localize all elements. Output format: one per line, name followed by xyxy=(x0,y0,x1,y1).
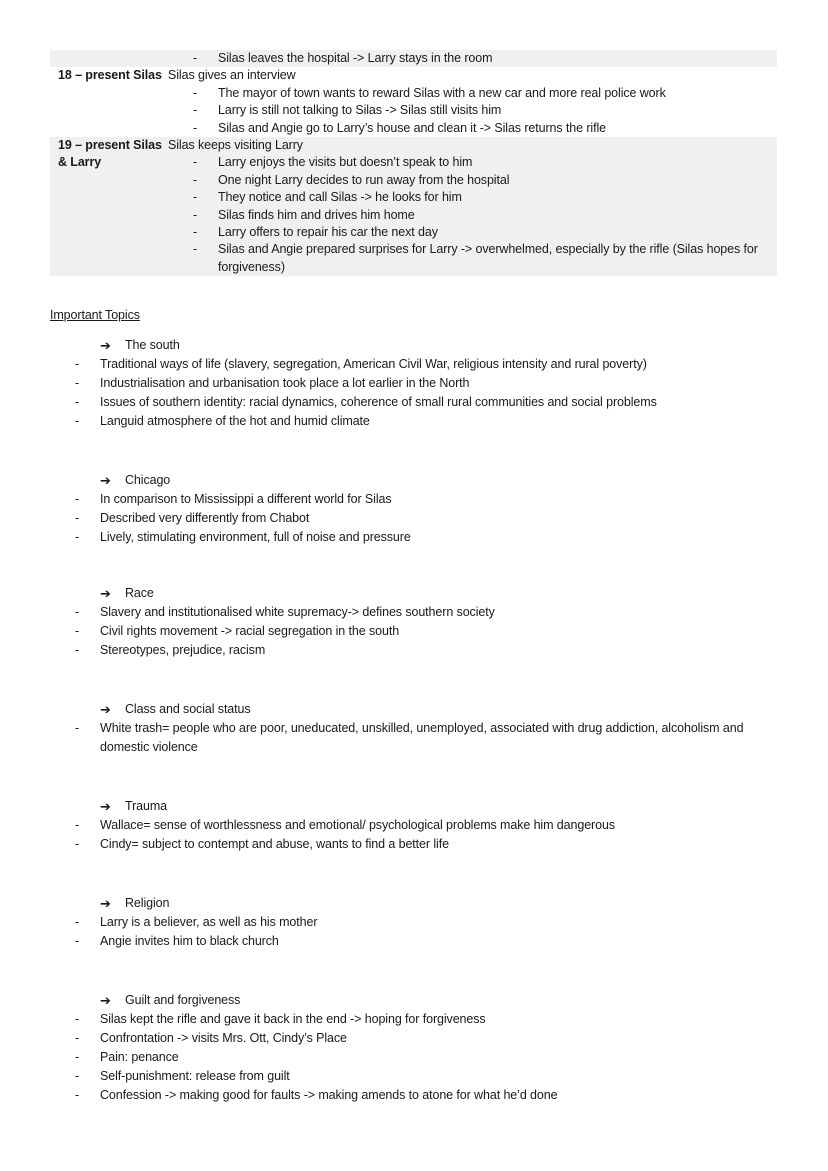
list-item: - Civil rights movement -> racial segregation in the south xyxy=(50,622,777,641)
topic-section xyxy=(50,471,777,547)
dash-marker: - xyxy=(75,1031,80,1045)
timeline-table xyxy=(50,50,777,276)
topic-section xyxy=(50,797,777,854)
dash-marker: - xyxy=(75,1088,80,1102)
arrow-right-icon: ➔ xyxy=(100,993,111,1008)
timeline-bullet: - Silas finds him and drives him home xyxy=(168,207,777,224)
timeline-row xyxy=(50,137,777,276)
list-item: - Self-punishment: release from guilt xyxy=(50,1067,777,1086)
timeline-bullet-list xyxy=(168,50,777,67)
dash-marker: - xyxy=(75,492,80,506)
arrow-right-icon: ➔ xyxy=(100,896,111,911)
timeline-bullet: - The mayor of town wants to reward Silas with a new car and more real police work xyxy=(168,85,777,102)
list-item: - Angie invites him to black church xyxy=(50,932,777,951)
list-item: - Confrontation -> visits Mrs. Ott, Cindy’s Place xyxy=(50,1029,777,1048)
arrow-right-icon: ➔ xyxy=(100,799,111,814)
dash-marker: - xyxy=(75,511,80,525)
dash-marker: - xyxy=(75,376,80,390)
list-item: - Silas kept the rifle and gave it back in the end -> hoping for forgiveness xyxy=(50,1010,777,1029)
timeline-row xyxy=(50,50,777,67)
timeline-bullet: - Larry is still not talking to Silas -> Silas still visits him xyxy=(168,102,777,119)
timeline-row-content xyxy=(168,67,777,137)
arrow-right-icon: ➔ xyxy=(100,473,111,488)
timeline-bullet-list xyxy=(168,85,777,137)
timeline-bullet: - Larry enjoys the visits but doesn’t speak to him xyxy=(168,154,777,171)
topic-bullet-list xyxy=(50,913,777,951)
dash-marker: - xyxy=(75,837,80,851)
timeline-bullet: - Silas leaves the hospital -> Larry stays in the room xyxy=(168,50,777,67)
topic-heading: ➔ Chicago xyxy=(100,473,171,488)
dash-marker: - xyxy=(193,85,198,100)
dash-marker: - xyxy=(193,155,198,170)
timeline-row-label: 19 – present Silas & Larry xyxy=(58,138,162,170)
dash-marker: - xyxy=(75,818,80,832)
arrow-right-icon: ➔ xyxy=(100,702,111,717)
dash-marker: - xyxy=(75,624,80,638)
dash-marker: - xyxy=(75,1050,80,1064)
list-item: - Lively, stimulating environment, full of noise and pressure xyxy=(50,528,777,547)
list-item: - In comparison to Mississippi a different world for Silas xyxy=(50,490,777,509)
topic-heading: ➔ Guilt and forgiveness xyxy=(100,993,241,1008)
dash-marker: - xyxy=(75,605,80,619)
timeline-bullet-list xyxy=(168,154,777,276)
list-item: - Larry is a believer, as well as his mother xyxy=(50,913,777,932)
dash-marker: - xyxy=(75,721,80,735)
dash-marker: - xyxy=(193,207,198,222)
list-item: - Cindy= subject to contempt and abuse, wants to find a better life xyxy=(50,835,777,854)
timeline-row-heading: Silas keeps visiting Larry xyxy=(168,138,303,153)
topic-section xyxy=(50,894,777,951)
topic-heading: ➔ Class and social status xyxy=(100,702,251,717)
topic-section xyxy=(50,700,777,757)
list-item: - White trash= people who are poor, uneducated, unskilled, unemployed, associated with drug addiction, alcoholism and domestic violence xyxy=(75,721,744,754)
timeline-row-content xyxy=(168,50,777,67)
timeline-bullet: - Larry offers to repair his car the next day xyxy=(168,224,777,241)
list-item: - Described very differently from Chabot xyxy=(50,509,777,528)
topic-bullet-list xyxy=(50,1010,777,1105)
list-item: - Languid atmosphere of the hot and humid climate xyxy=(50,412,777,431)
timeline-row xyxy=(50,67,777,137)
timeline-row-heading: Silas gives an interview xyxy=(168,68,296,83)
dash-marker: - xyxy=(75,414,80,428)
dash-marker: - xyxy=(193,172,198,187)
timeline-row-label xyxy=(50,50,168,67)
section-title: Important Topics xyxy=(50,308,140,322)
timeline-bullet: - Silas and Angie go to Larry’s house and clean it -> Silas returns the rifle xyxy=(168,120,777,137)
topic-heading: ➔ Trauma xyxy=(100,799,168,814)
list-item: - Pain: penance xyxy=(50,1048,777,1067)
timeline-bullet: - They notice and call Silas -> he looks for him xyxy=(168,189,777,206)
topic-section xyxy=(50,991,777,1105)
list-item: - Issues of southern identity: racial dynamics, coherence of small rural communities and social problems xyxy=(50,393,777,412)
topic-heading: ➔ Race xyxy=(100,586,154,601)
list-item: - Confession -> making good for faults -> making amends to atone for what he’d done xyxy=(50,1086,777,1105)
dash-marker: - xyxy=(193,51,198,65)
dash-marker: - xyxy=(75,357,80,371)
timeline-row-label: 18 – present Silas xyxy=(58,68,162,83)
list-item: - Wallace= sense of worthlessness and emotional/ psychological problems make him dangerous xyxy=(50,816,777,835)
dash-marker: - xyxy=(75,530,80,544)
dash-marker: - xyxy=(193,242,198,257)
topic-bullet-list xyxy=(50,816,777,854)
dash-marker: - xyxy=(193,190,198,205)
dash-marker: - xyxy=(75,1012,80,1026)
timeline-row-content xyxy=(168,137,777,276)
dash-marker: - xyxy=(75,643,80,657)
dash-marker: - xyxy=(75,395,80,409)
timeline-bullet: - One night Larry decides to run away from the hospital xyxy=(168,172,777,189)
list-item: - Slavery and institutionalised white supremacy-> defines southern society xyxy=(50,603,777,622)
topic-heading: ➔ The south xyxy=(100,338,180,353)
topic-section xyxy=(50,584,777,660)
topic-bullet-list xyxy=(50,719,777,757)
list-item: - Traditional ways of life (slavery, segregation, American Civil War, religious intensity and rural poverty) xyxy=(50,355,777,374)
arrow-right-icon: ➔ xyxy=(100,338,111,353)
list-item: - Industrialisation and urbanisation took place a lot earlier in the North xyxy=(50,374,777,393)
timeline-bullet: - Silas and Angie prepared surprises for Larry -> overwhelmed, especially by the rifle (Silas hopes for forgiveness) xyxy=(193,242,758,274)
dash-marker: - xyxy=(193,103,198,118)
dash-marker: - xyxy=(193,225,198,240)
topic-heading: ➔ Religion xyxy=(100,896,170,911)
dash-marker: - xyxy=(75,934,80,948)
topic-section xyxy=(50,336,777,431)
topic-bullet-list xyxy=(50,603,777,660)
list-item: - Stereotypes, prejudice, racism xyxy=(50,641,777,660)
dash-marker: - xyxy=(75,915,80,929)
topic-bullet-list xyxy=(50,490,777,547)
topic-bullet-list xyxy=(50,355,777,431)
arrow-right-icon: ➔ xyxy=(100,586,111,601)
dash-marker: - xyxy=(75,1069,80,1083)
dash-marker: - xyxy=(193,120,198,135)
